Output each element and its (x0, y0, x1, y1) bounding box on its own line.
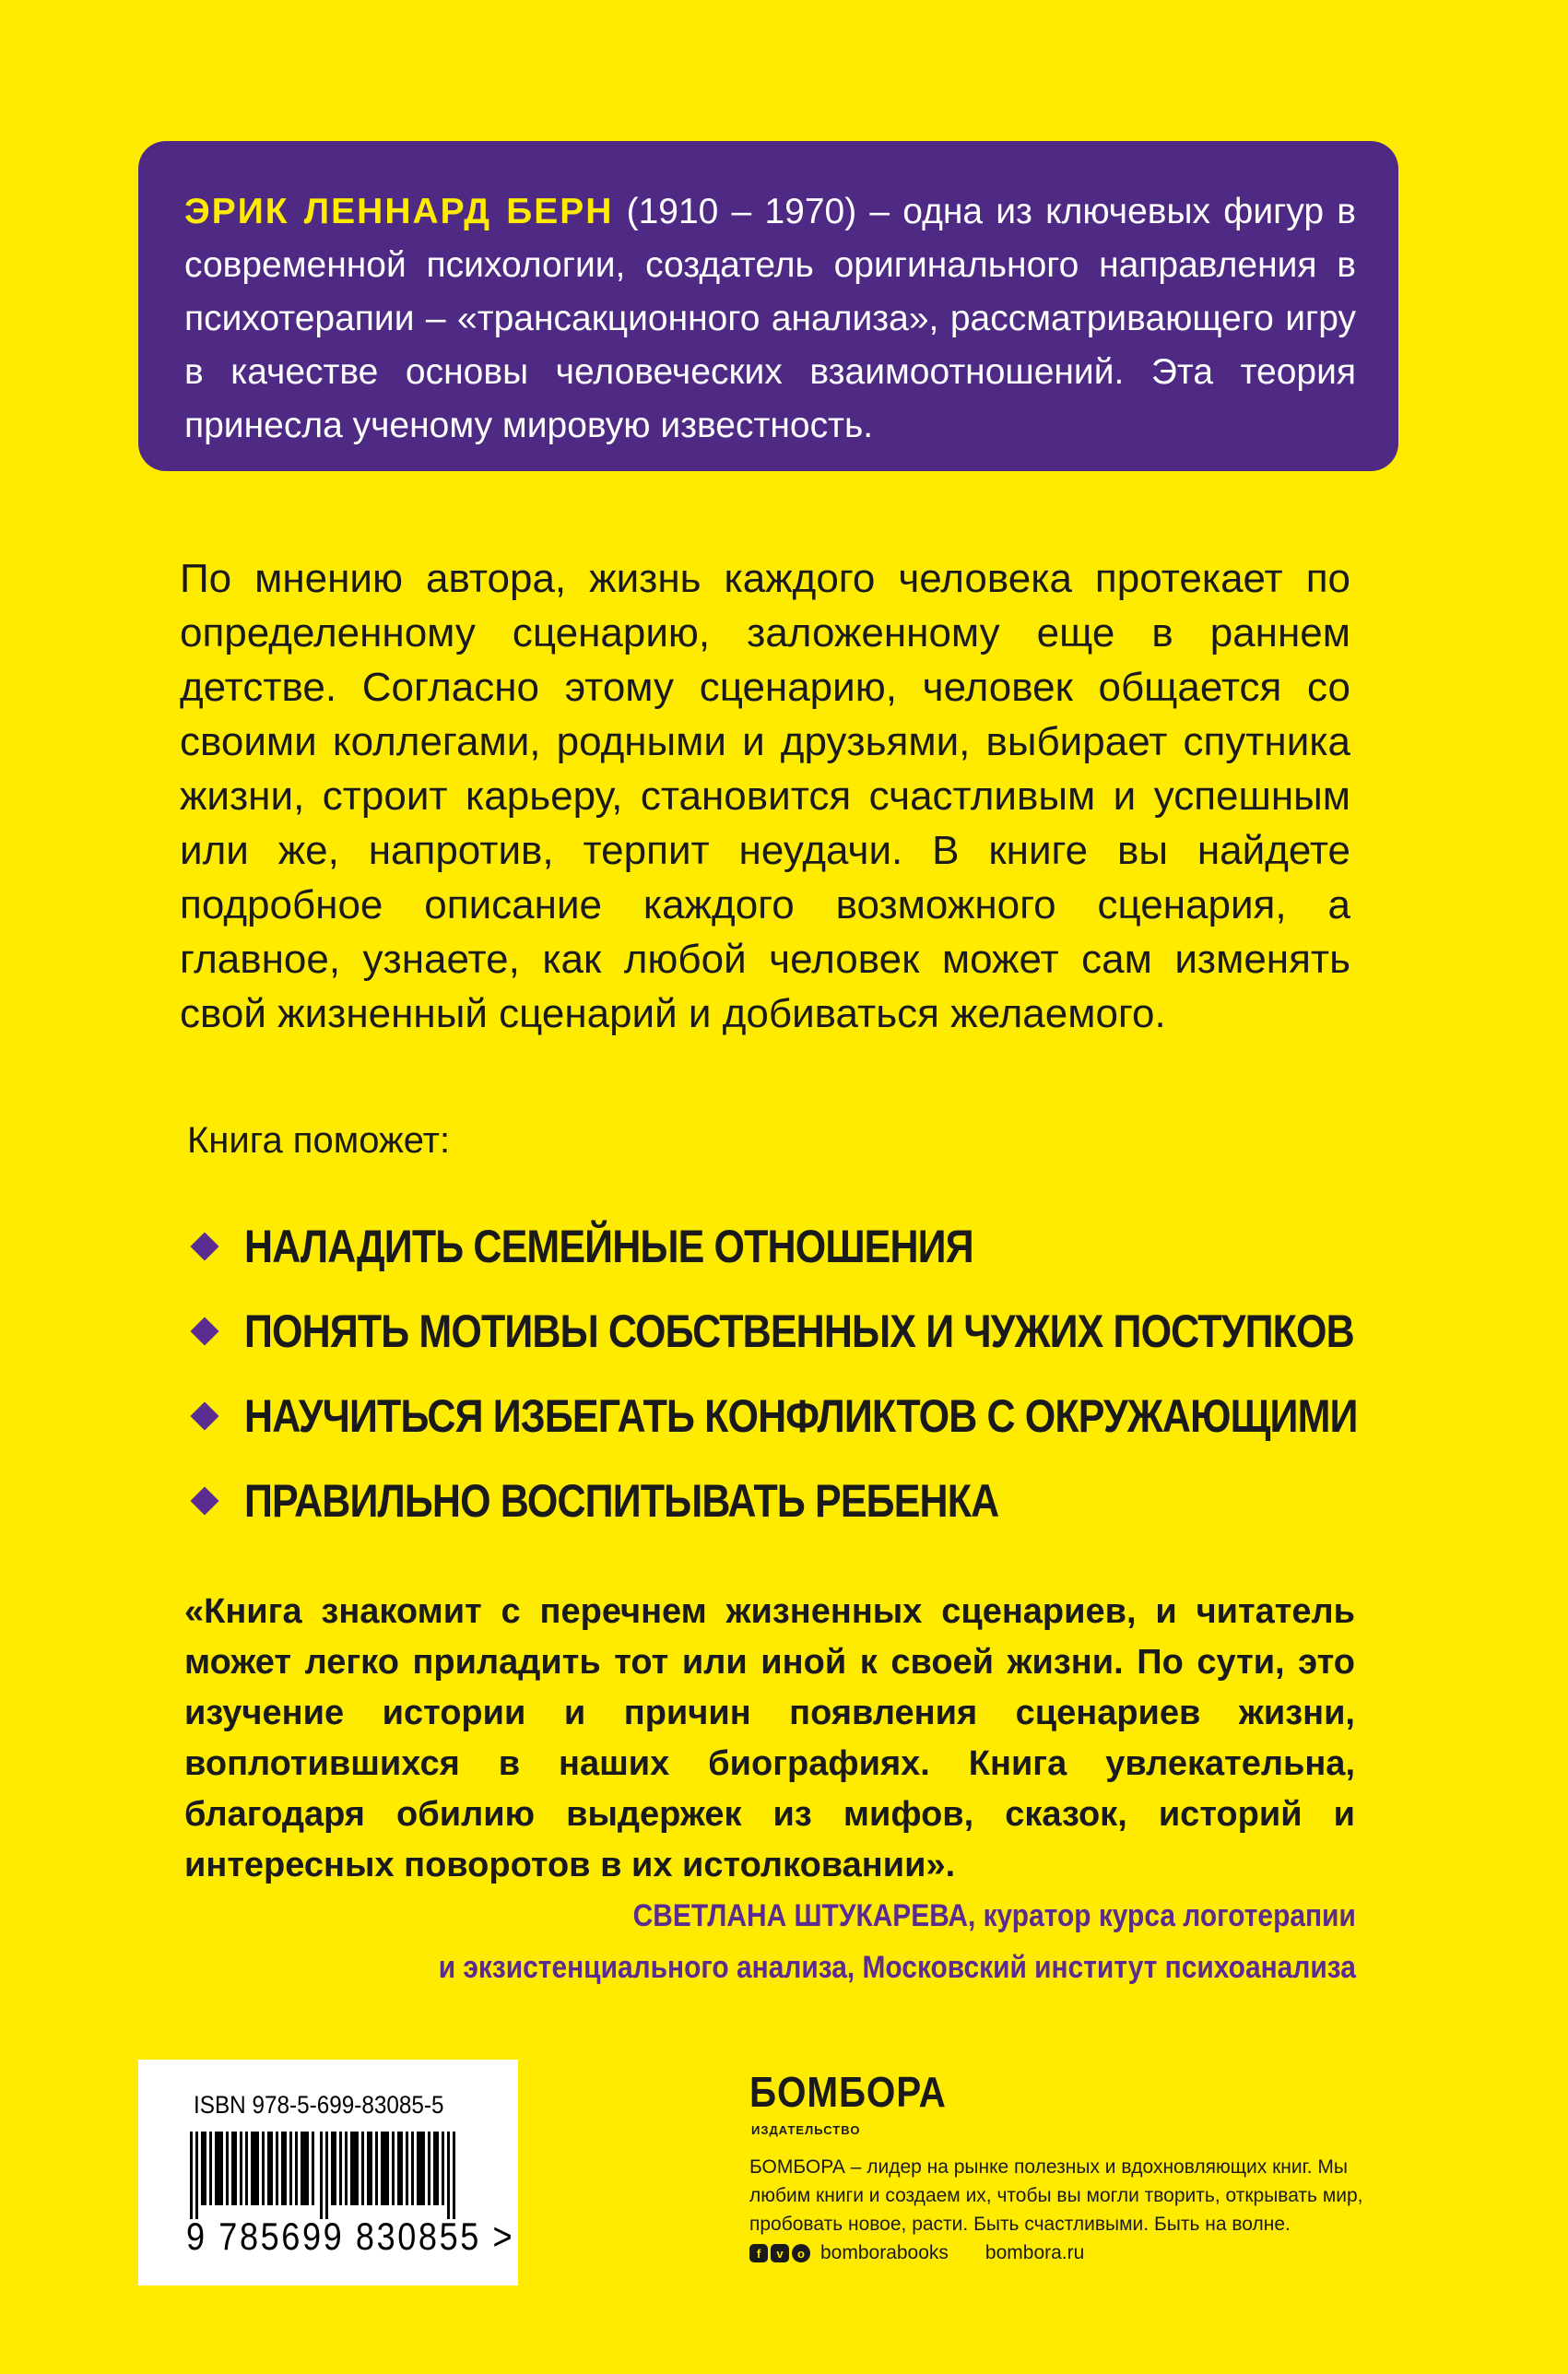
review-quote: «Книга знакомит с перечнем жизненных сценариев, и читатель может легко приладить тот или иной к своей жизни. По сути, это изучение истории и причин появления сценариев жизни, воплотившихся в наших биографиях. Книга увлекательна, благодаря обилию выдержек из мифов, сказок, историй и интересных поворотов в их истолковании». (184, 1592, 1355, 1884)
benefit-text: НАУЧИТЬСЯ ИЗБЕГАТЬ КОНФЛИКТОВ С ОКРУЖАЮЩИМИ (244, 1390, 1358, 1442)
list-item (189, 1289, 1387, 1374)
barcode-digits: 9 785699 830855 > (186, 2215, 515, 2258)
attribution-line: СВЕТЛАНА ШТУКАРЕВА, куратор курса логотерапии (632, 1898, 1356, 1933)
quote-attribution (439, 1890, 1356, 1993)
publisher-description: БОМБОРА – лидер на рынке полезных и вдохновляющих книг. Мы любим книги и создаем их, чтобы вы могли творить, открывать мир, пробовать новое, расти. Быть счастливыми. Быть на волне. (749, 2156, 1363, 2235)
facebook-icon[interactable]: f (749, 2244, 768, 2262)
list-item (189, 1459, 1387, 1543)
publisher-subtitle: ИЗДАТЕЛЬСТВО (751, 2123, 861, 2137)
author-bio-box (138, 141, 1398, 471)
vk-icon[interactable]: v (771, 2244, 789, 2262)
isbn-text: ISBN 978-5-699-83085-5 (194, 2091, 444, 2119)
instagram-icon[interactable]: o (792, 2244, 810, 2262)
author-bio-text: (1910 – 1970) – одна из ключевых фигур в современной психологии, создатель оригинального направления в психотерапии – «трансакционного анализа», рассматривающего игру в качестве основы человеческих взаимоотношений. Эта теория принесла ученому мировую известность. (184, 192, 1356, 445)
list-item (189, 1374, 1387, 1459)
social-links (749, 2242, 1084, 2264)
diamond-bullet-icon (190, 1401, 218, 1430)
barcode-box (138, 2060, 518, 2285)
author-name: ЭРИК ЛЕННАРД БЕРН (184, 192, 614, 231)
diamond-bullet-icon (190, 1317, 218, 1345)
attribution-line: и экзистенциального анализа, Московский институт психоанализа (438, 1950, 1356, 1985)
helps-heading: Книга поможет: (187, 1120, 451, 1161)
publisher-logo: БОМБОРА (749, 2068, 947, 2116)
book-description: По мнению автора, жизнь каждого человека протекает по определенному сценарию, заложенному еще в раннем детстве. Согласно этому сценарию, человек общается со своими коллегами, родными и друзьями, выбирает спутника жизни, строит карьеру, становится счастливым и успешным или же, напротив, терпит неудачи. В книге вы найдете подробное описание каждого возможного сценария, а главное, узнаете, как любой человек может сам изменять свой жизненный сценарий и добиваться желаемого. (180, 556, 1350, 1036)
benefit-text: ПРАВИЛЬНО ВОСПИТЫВАТЬ РЕБЕНКА (244, 1475, 999, 1527)
benefits-list (189, 1204, 1387, 1543)
benefit-text: НАЛАДИТЬ СЕМЕЙНЫЕ ОТНОШЕНИЯ (244, 1221, 973, 1272)
diamond-bullet-icon (190, 1232, 218, 1260)
list-item (189, 1204, 1387, 1289)
social-handle-link[interactable]: bomborabooks (820, 2242, 949, 2263)
barcode-icon (190, 2132, 466, 2219)
website-link[interactable]: bombora.ru (984, 2242, 1085, 2263)
benefit-text: ПОНЯТЬ МОТИВЫ СОБСТВЕННЫХ И ЧУЖИХ ПОСТУПКОВ (244, 1305, 1354, 1357)
diamond-bullet-icon (190, 1486, 218, 1515)
